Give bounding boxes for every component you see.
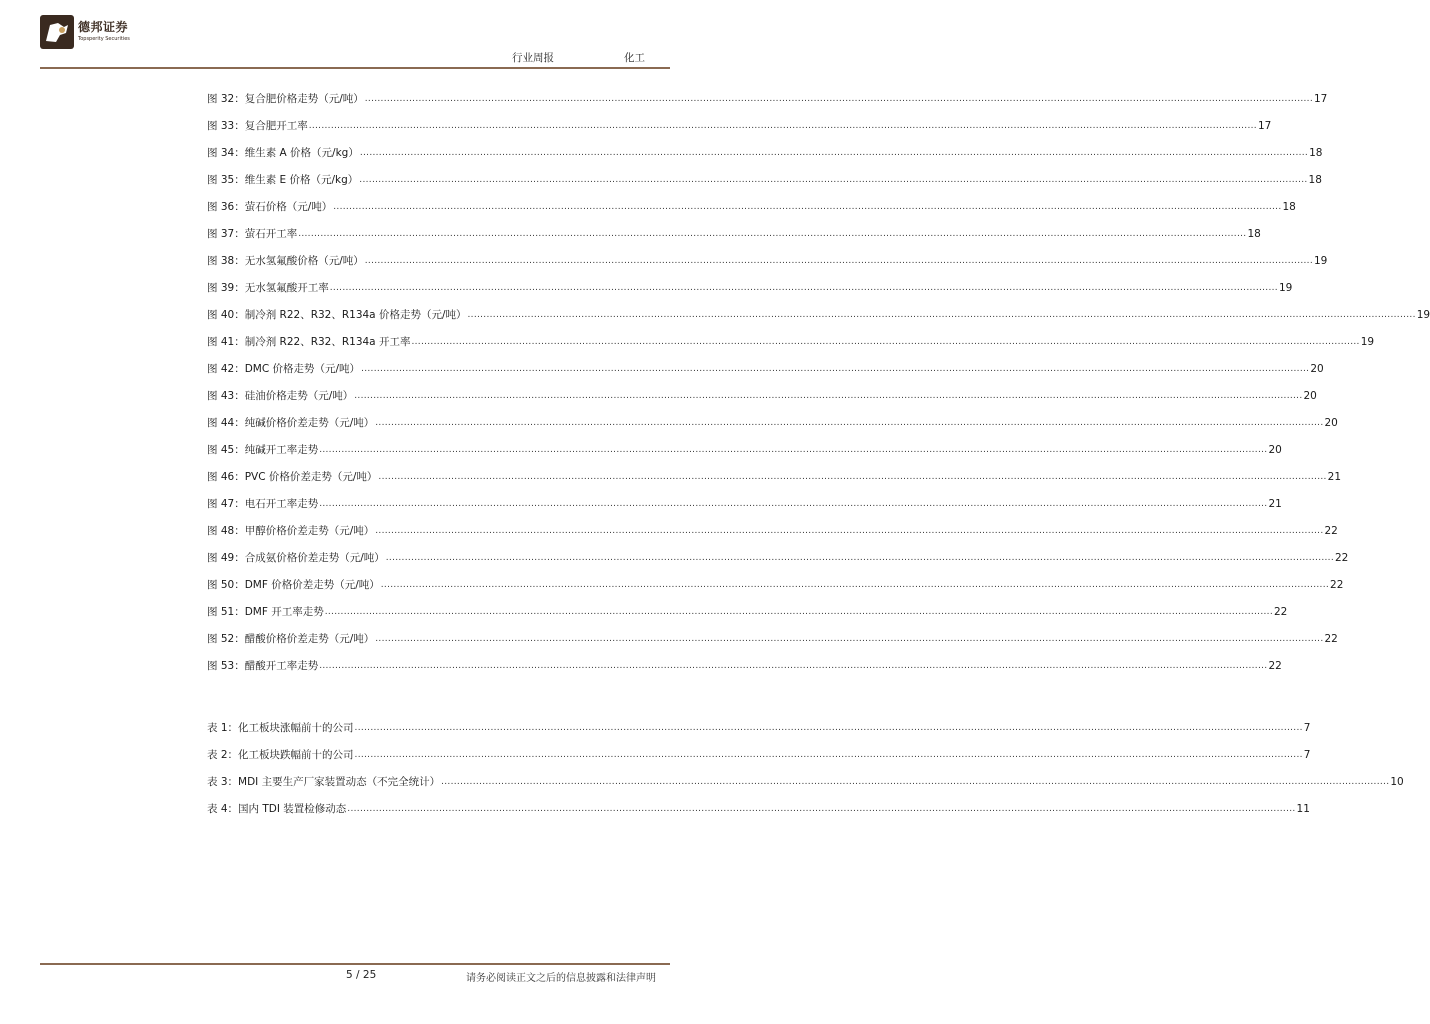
toc-entry-label: 图 35：维生素 E 价格（元/kg） (207, 174, 359, 187)
page-number: 5 / 25 (346, 969, 377, 981)
toc-entry-page: 18 (1309, 147, 1323, 160)
toc-entry[interactable] (207, 106, 1272, 133)
toc-entry-page: 22 (1330, 579, 1344, 592)
toc-entry[interactable] (207, 619, 1338, 646)
leader-dots: ............................................................................................................................................................................................................................................................................................................ (411, 337, 1360, 348)
toc-entry[interactable] (207, 160, 1322, 187)
leader-dots: ............................................................................................................................................................................................................................................................................................................ (441, 777, 1390, 788)
toc-entry-page: 19 (1360, 336, 1375, 349)
toc-entry-page: 7 (1303, 722, 1311, 735)
toc-entry[interactable] (207, 789, 1310, 816)
toc-entry[interactable] (207, 457, 1342, 484)
toc-entry-page: 18 (1308, 174, 1322, 187)
toc-entry[interactable] (207, 241, 1328, 268)
toc-entry-page: 18 (1247, 228, 1261, 241)
toc-entry[interactable] (207, 430, 1282, 457)
toc-entry-label: 图 38：无水氢氟酸价格（元/吨） (207, 255, 364, 268)
toc-entry-page: 19 (1278, 282, 1293, 295)
toc-entry[interactable] (207, 322, 1375, 349)
toc-entry-label: 表 4：国内 TDI 装置检修动态 (207, 803, 347, 816)
leader-dots: ............................................................................................................................................................................................................................................................................................................ (364, 94, 1313, 105)
toc-entry-label: 图 39：无水氢氟酸开工率 (207, 282, 329, 295)
toc-entry[interactable] (207, 592, 1288, 619)
toc-entry[interactable] (207, 646, 1282, 673)
company-name-en: Topsperity Securities (78, 36, 130, 42)
toc-entry-label: 图 46：PVC 价格价差走势（元/吨） (207, 471, 378, 484)
footer-divider (40, 963, 670, 965)
toc-entry-label: 图 44：纯碱价格价差走势（元/吨） (207, 417, 375, 430)
leader-dots: ............................................................................................................................................................................................................................................................................................................ (333, 202, 1282, 213)
toc-entry[interactable] (207, 214, 1261, 241)
toc-entry[interactable] (207, 762, 1404, 789)
toc-entry-label: 表 2：化工板块跌幅前十的公司 (207, 749, 354, 762)
leader-dots: ............................................................................................................................................................................................................................................................................................................ (385, 553, 1334, 564)
company-logo-mark-icon (40, 15, 74, 49)
figure-list (207, 79, 1430, 673)
toc-entry-page: 11 (1296, 803, 1310, 816)
toc-entry-page: 17 (1314, 93, 1328, 106)
toc-entry-label: 图 52：醋酸价格价差走势（元/吨） (207, 633, 375, 646)
leader-dots: ............................................................................................................................................................................................................................................................................................................ (354, 391, 1303, 402)
toc-entry-label: 图 32：复合肥价格走势（元/吨） (207, 93, 364, 106)
toc-entry-label: 图 48：甲醇价格价差走势（元/吨） (207, 525, 375, 538)
toc-entry-page: 18 (1282, 201, 1296, 214)
toc-entry-label: 表 3：MDI 主要生产厂家装置动态（不完全统计） (207, 776, 441, 789)
toc-entry[interactable] (207, 484, 1282, 511)
leader-dots: ............................................................................................................................................................................................................................................................................................................ (298, 229, 1247, 240)
toc-entry[interactable] (207, 511, 1338, 538)
toc-entry-label: 图 50：DMF 价格价差走势（元/吨） (207, 579, 380, 592)
toc-entry-label: 图 34：维生素 A 价格（元/kg） (207, 147, 359, 160)
toc-entry-page: 7 (1303, 749, 1311, 762)
leader-dots: ............................................................................................................................................................................................................................................................................................................ (354, 750, 1303, 761)
toc-entry-page: 20 (1324, 417, 1338, 430)
toc-entry-label: 图 51：DMF 开工率走势 (207, 606, 324, 619)
toc-entry[interactable] (207, 187, 1296, 214)
leader-dots: ............................................................................................................................................................................................................................................................................................................ (375, 418, 1324, 429)
toc-entry-page: 21 (1327, 471, 1342, 484)
header-divider (40, 67, 670, 69)
leader-dots: ............................................................................................................................................................................................................................................................................................................ (375, 526, 1324, 537)
leader-dots: ............................................................................................................................................................................................................................................................................................................ (359, 148, 1309, 159)
toc-entry-page: 20 (1303, 390, 1317, 403)
toc-entry[interactable] (207, 268, 1293, 295)
toc-entry[interactable] (207, 295, 1430, 322)
leader-dots: ............................................................................................................................................................................................................................................................................................................ (319, 499, 1268, 510)
leader-dots: ............................................................................................................................................................................................................................................................................................................ (324, 607, 1273, 618)
toc-entry-label: 图 49：合成氨价格价差走势（元/吨） (207, 552, 385, 565)
toc-entry[interactable] (207, 79, 1328, 106)
leader-dots: ............................................................................................................................................................................................................................................................................................................ (378, 472, 1327, 483)
legal-disclaimer: 请务必阅读正文之后的信息披露和法律声明 (466, 973, 656, 984)
report-type: 行业周报 (512, 52, 554, 64)
toc-entry-page: 22 (1335, 552, 1349, 565)
toc-entry-page: 19 (1314, 255, 1328, 268)
industry-name: 化工 (624, 52, 645, 64)
toc-entry[interactable] (207, 133, 1323, 160)
toc-entry[interactable] (207, 403, 1338, 430)
toc-entry[interactable] (207, 538, 1349, 565)
leader-dots: ............................................................................................................................................................................................................................................................................................................ (347, 804, 1296, 815)
toc-entry-label: 图 40：制冷剂 R22、R32、R134a 价格走势（元/吨） (207, 309, 467, 322)
toc-entry-label: 图 53：醋酸开工率走势 (207, 660, 319, 673)
toc-entry-page: 17 (1257, 120, 1272, 133)
toc-entry[interactable] (207, 735, 1311, 762)
toc-entry-page: 21 (1268, 498, 1282, 511)
leader-dots: ............................................................................................................................................................................................................................................................................................................ (380, 580, 1330, 591)
toc-entry-page: 20 (1310, 363, 1324, 376)
toc-entry-page: 22 (1273, 606, 1288, 619)
leader-dots: ............................................................................................................................................................................................................................................................................................................ (319, 661, 1268, 672)
toc-entry[interactable] (207, 349, 1324, 376)
leader-dots: ............................................................................................................................................................................................................................................................................................................ (329, 283, 1278, 294)
toc-entry-page: 22 (1268, 660, 1282, 673)
toc-entry[interactable] (207, 565, 1344, 592)
leader-dots: ............................................................................................................................................................................................................................................................................................................ (354, 723, 1303, 734)
toc-entry-label: 图 45：纯碱开工率走势 (207, 444, 319, 457)
leader-dots: ............................................................................................................................................................................................................................................................................................................ (364, 256, 1313, 267)
toc-entry-page: 22 (1324, 525, 1338, 538)
toc-entry-label: 图 37：萤石开工率 (207, 228, 298, 241)
toc-entry-label: 图 36：萤石价格（元/吨） (207, 201, 333, 214)
toc-entry-label: 图 42：DMC 价格走势（元/吨） (207, 363, 361, 376)
table-list (207, 708, 1404, 816)
toc-entry-page: 19 (1416, 309, 1430, 322)
leader-dots: ............................................................................................................................................................................................................................................................................................................ (308, 121, 1257, 132)
toc-entry-label: 表 1：化工板块涨幅前十的公司 (207, 722, 354, 735)
toc-entry[interactable] (207, 376, 1317, 403)
leader-dots: ............................................................................................................................................................................................................................................................................................................ (319, 445, 1268, 456)
toc-entry-label: 图 47：电石开工率走势 (207, 498, 319, 511)
toc-entry-label: 图 43：硅油价格走势（元/吨） (207, 390, 354, 403)
toc-entry-page: 20 (1268, 444, 1282, 457)
toc-entry[interactable] (207, 708, 1311, 735)
leader-dots: ............................................................................................................................................................................................................................................................................................................ (375, 634, 1324, 645)
toc-entry-label: 图 41：制冷剂 R22、R32、R134a 开工率 (207, 336, 411, 349)
leader-dots: ............................................................................................................................................................................................................................................................................................................ (361, 364, 1310, 375)
leader-dots: ............................................................................................................................................................................................................................................................................................................ (359, 175, 1308, 186)
toc-entry-page: 22 (1324, 633, 1338, 646)
company-name: 德邦证券 (78, 20, 129, 34)
toc-entry-label: 图 33：复合肥开工率 (207, 120, 308, 133)
toc-entry-page: 10 (1390, 776, 1404, 789)
leader-dots: ............................................................................................................................................................................................................................................................................................................ (467, 310, 1416, 321)
company-logo (40, 15, 150, 49)
